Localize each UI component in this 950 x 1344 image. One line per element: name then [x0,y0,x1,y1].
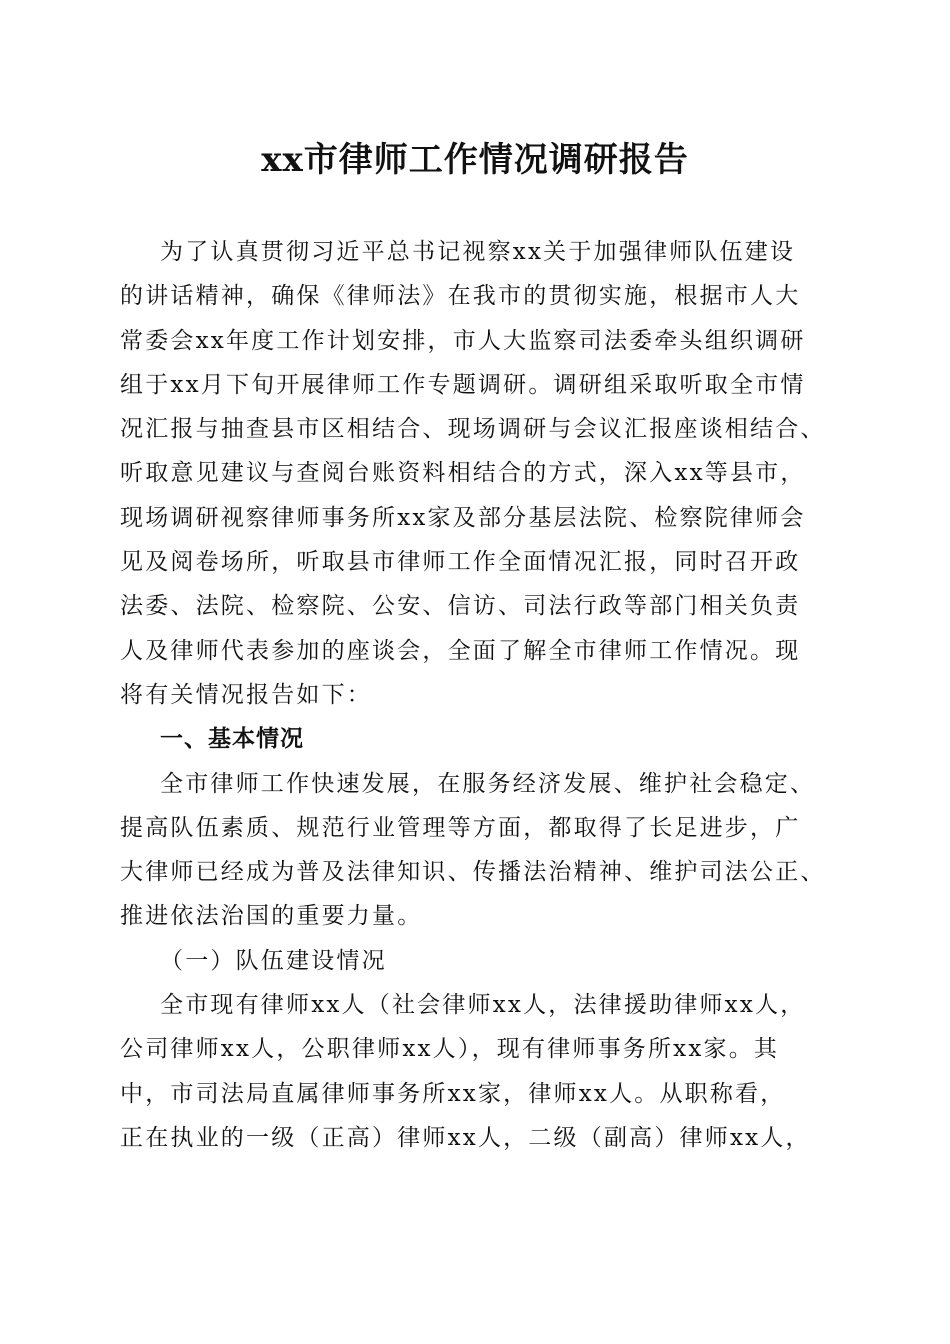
text-line: 为了认真贯彻习近平总书记视察xx关于加强律师队伍建设 [160,239,796,265]
text-line: 况汇报与抽查县市区相结合、现场调研与会议汇报座谈相结合、 [120,416,826,443]
document-body [120,230,835,1160]
text-line: 大律师已经成为普及法律知识、传播法治精神、维护司法公正、 [120,859,826,886]
text-line: 组于xx月下旬开展律师工作专题调研。调研组采取听取全市情 [120,371,806,398]
text-line: 正在执业的一级（正高）律师xx人，二级（副高）律师xx人， [120,1124,811,1151]
text-line: 现场调研视察律师事务所xx家及部分基层法院、检察院律师会 [120,504,806,531]
text-line: （一）队伍建设情况 [160,947,387,974]
text-line: 推进依法治国的重要力量。 [120,903,423,930]
text-line: 全市现有律师xx人（社会律师xx人，法律援助律师xx人， [160,992,806,1019]
text-line: 将有关情况报告如下： [120,681,372,708]
text-line: 见及阅卷场所，听取县市律师工作全面情况汇报，同时召开政 [120,549,801,576]
text-line: 中，市司法局直属律师事务所xx家，律师xx人。从职称看， [120,1080,786,1107]
section-heading: 一、基本情况 [160,726,304,753]
text-line: 公司律师xx人，公职律师xx人），现有律师事务所xx家。其 [120,1036,780,1063]
text-line: 提高队伍素质、规范行业管理等方面，都取得了长足进步，广 [120,814,801,841]
document-title: xx市律师工作情况调研报告 [261,140,689,180]
text-line: 的讲话精神，确保《律师法》在我市的贯彻实施，根据市人大 [120,283,801,310]
text-line: 听取意见建议与查阅台账资料相结合的方式，深入xx等县市， [120,460,806,487]
text-line: 法委、法院、检察院、公安、信访、司法行政等部门相关负责 [120,593,801,620]
text-line: 人及律师代表参加的座谈会，全面了解全市律师工作情况。现 [120,637,801,664]
text-line: 常委会xx年度工作计划安排，市人大监察司法委牵头组织调研 [120,327,806,354]
text-line: 全市律师工作快速发展，在服务经济发展、维护社会稳定、 [160,770,816,797]
